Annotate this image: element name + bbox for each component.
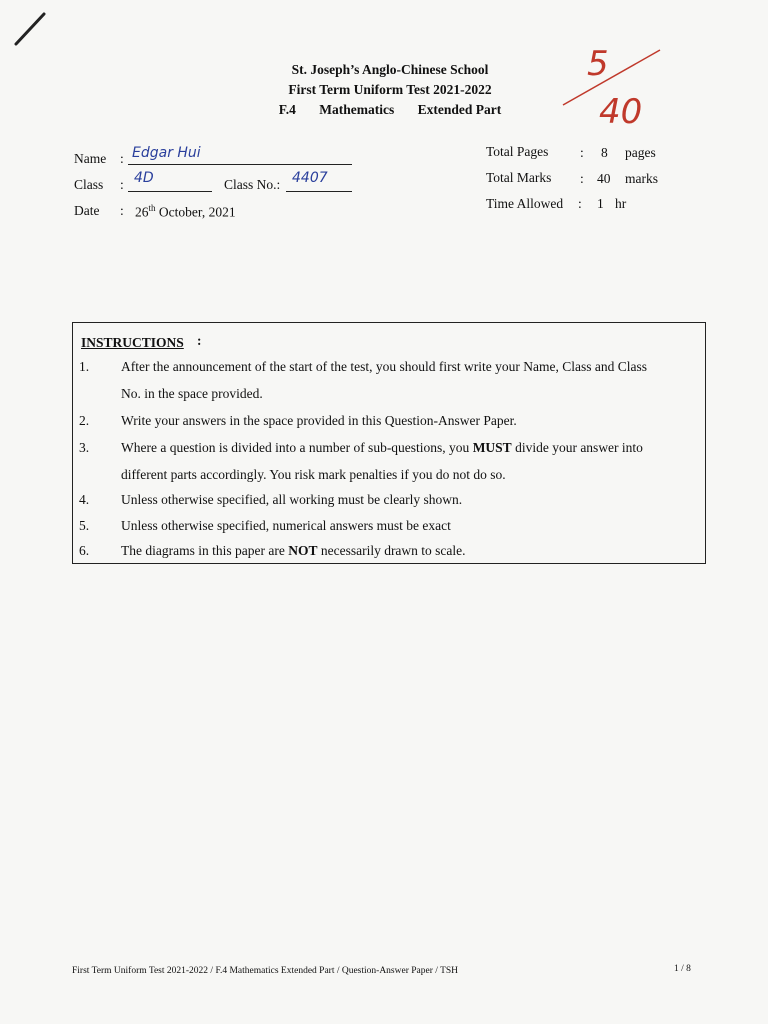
class-no-value: 4407 — [292, 170, 328, 186]
time-allowed-value: 1 — [597, 196, 604, 211]
instructions-box — [72, 322, 706, 564]
instruction-text: Write your answers in the space provided in this Question-Answer Paper. — [121, 413, 517, 428]
instructions-title-colon: : — [197, 333, 202, 348]
score-numerator: 5 — [587, 44, 609, 84]
instruction-item — [73, 353, 703, 407]
instructions-title: INSTRUCTIONS — [81, 335, 184, 350]
date-suffix: th — [148, 203, 156, 213]
instruction-item — [73, 407, 703, 434]
instruction-number: 5. — [79, 518, 90, 533]
instruction-text-part: The diagrams in this paper are — [121, 543, 289, 558]
name-underline — [128, 164, 352, 165]
time-allowed-colon: : — [578, 196, 582, 211]
class-colon: : — [120, 177, 124, 192]
class-no-underline — [286, 191, 352, 192]
name-value: Edgar Hui — [132, 145, 201, 161]
date-rest: October, 2021 — [155, 204, 236, 220]
instruction-item — [73, 486, 703, 513]
instruction-item — [73, 537, 703, 564]
paper-header — [200, 60, 580, 120]
total-marks-unit: marks — [625, 171, 658, 186]
total-pages-value: 8 — [601, 145, 608, 160]
handwritten-score — [555, 35, 675, 135]
part-name: Extended Part — [417, 102, 502, 117]
class-label: Class — [74, 177, 104, 192]
instruction-text-part: divide your answer into — [511, 440, 643, 455]
instruction-number: 3. — [79, 440, 90, 455]
total-marks-value: 40 — [597, 171, 611, 186]
subject-line — [200, 100, 580, 120]
total-pages-unit: pages — [625, 145, 656, 160]
instruction-number: 2. — [79, 413, 90, 428]
class-no-label: Class No.: — [224, 177, 281, 192]
instruction-number: 6. — [79, 543, 90, 558]
instruction-text: After the announcement of the start of the test, you should first write your Name, Class and Class — [121, 359, 648, 374]
instruction-number: 4. — [79, 492, 90, 507]
name-label: Name — [74, 151, 107, 166]
date-colon: : — [120, 203, 124, 218]
instruction-text-emphasis: MUST — [472, 440, 512, 455]
date-day: 26 — [135, 204, 149, 220]
total-marks-colon: : — [580, 171, 584, 186]
form-level: F.4 — [278, 102, 296, 117]
name-colon: : — [120, 151, 124, 166]
instruction-item — [73, 512, 703, 539]
time-allowed-label: Time Allowed — [486, 196, 564, 211]
instruction-text-cont: No. in the space provided. — [121, 386, 263, 401]
time-allowed-unit: hr — [615, 196, 627, 211]
footer-page-number: 1 / 8 — [674, 964, 691, 974]
class-underline — [128, 191, 212, 192]
instruction-text-part: necessarily drawn to scale. — [317, 543, 466, 558]
school-name: St. Joseph’s Anglo-Chinese School — [291, 62, 489, 77]
total-pages-colon: : — [580, 145, 584, 160]
instruction-text-cont: different parts accordingly. You risk mark penalties if you do not do so. — [121, 467, 506, 482]
instruction-text-emphasis: NOT — [288, 543, 318, 558]
date-label: Date — [74, 203, 100, 218]
subject-name: Mathematics — [319, 102, 395, 117]
score-denominator: 40 — [599, 92, 643, 132]
instruction-text — [121, 537, 696, 564]
class-value: 4D — [134, 170, 154, 186]
total-pages-label: Total Pages — [486, 144, 549, 159]
instruction-text-part: Where a question is divided into a number of sub-questions, you — [121, 440, 473, 455]
pen-stroke-mark — [10, 8, 50, 48]
test-title: First Term Uniform Test 2021-2022 — [288, 82, 492, 97]
date-value — [135, 203, 236, 221]
instruction-number: 1. — [79, 359, 90, 374]
instruction-text — [121, 434, 696, 461]
footer-paper-title: First Term Uniform Test 2021-2022 / F.4 Mathematics Extended Part / Question-Answer Paper / TSH — [72, 966, 459, 976]
instruction-text: Unless otherwise specified, all working must be clearly shown. — [121, 492, 463, 507]
total-marks-label: Total Marks — [486, 170, 552, 185]
instruction-item — [73, 434, 703, 488]
instruction-text: Unless otherwise specified, numerical answers must be exact — [121, 518, 451, 533]
